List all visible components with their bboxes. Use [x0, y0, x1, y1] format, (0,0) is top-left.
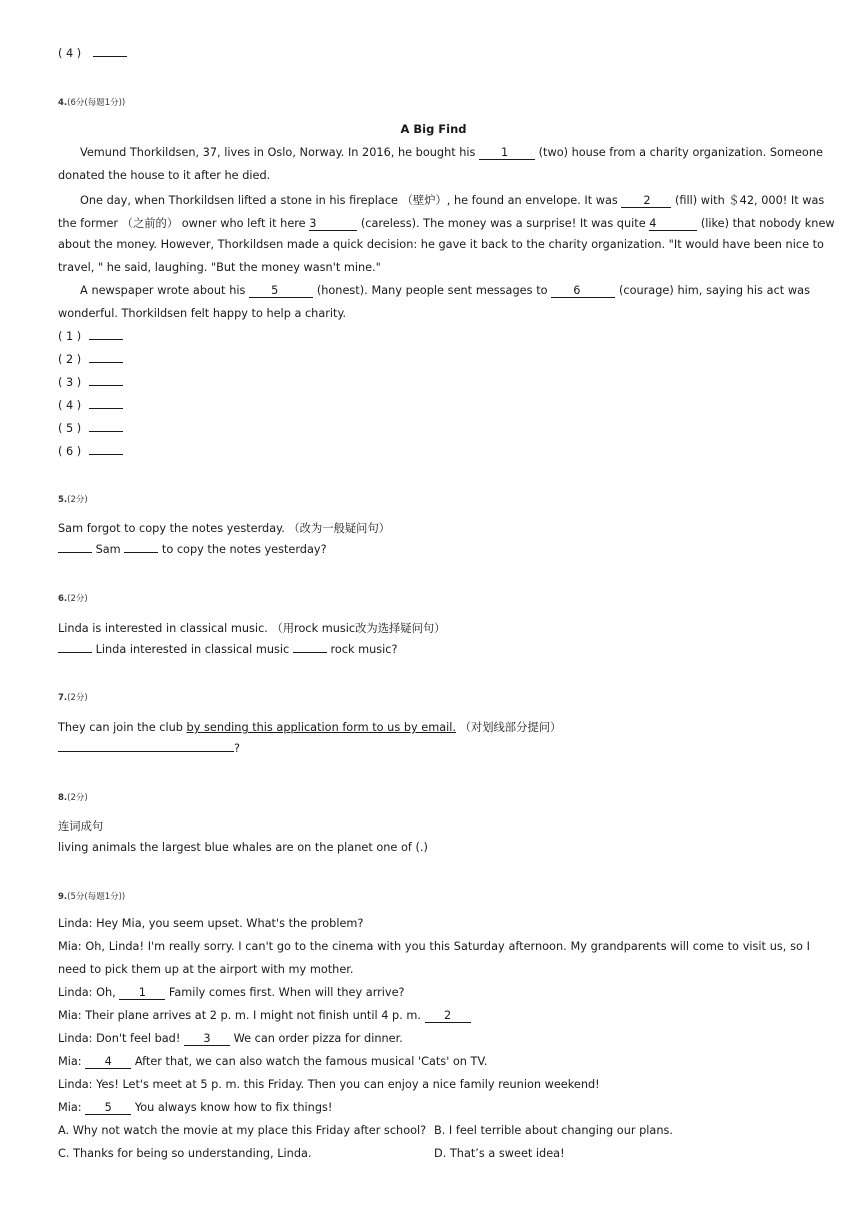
answer-line-2: ( 2 ) — [58, 353, 123, 366]
answer-blank[interactable] — [89, 362, 123, 363]
option-a: A. Why not watch the movie at my place this Friday after school? — [58, 1124, 427, 1137]
dialog-line-9: Mia: 5 You always know how to fix things! — [58, 1101, 333, 1114]
answer-blank[interactable] — [124, 552, 158, 553]
blank-3[interactable]: 3 — [309, 218, 357, 231]
answer-line-6: ( 6 ) — [58, 445, 123, 458]
dialog-line-4: Linda: Oh, 1 Family comes first. When will they arrive? — [58, 986, 405, 999]
option-b: B. I feel terrible about changing our plans. — [434, 1124, 673, 1137]
answer-line-5: ( 5 ) — [58, 422, 123, 435]
passage-line-1: Vemund Thorkildsen, 37, lives in Oslo, Norway. In 2016, he bought his 1 (two) house from a charity organization. Someone — [80, 146, 823, 159]
answer-blank[interactable] — [58, 552, 92, 553]
dialog-blank-1[interactable]: 1 — [119, 987, 165, 1000]
dialog-line-1: Linda: Hey Mia, you seem upset. What's the problem? — [58, 917, 364, 930]
dialog-line-5: Mia: Their plane arrives at 2 p. m. I might not finish until 4 p. m. 2 — [58, 1009, 471, 1023]
question-7-header: 7.(2分) — [58, 693, 88, 703]
passage-line-4: the former （之前的） owner who left it here 3 (careless). The money was a surprise! It was quite 4 (like) that nobody knew — [58, 217, 835, 230]
dialog-line-7: Mia: 4 After that, we can also watch the famous musical 'Cats' on TV. — [58, 1055, 488, 1068]
dialog-line-3: need to pick them up at the airport with my mother. — [58, 963, 354, 976]
blank-4[interactable]: 4 — [649, 218, 697, 231]
answer-blank[interactable] — [89, 408, 123, 409]
answer-blank[interactable] — [58, 751, 234, 752]
answer-blank[interactable] — [58, 652, 92, 653]
question-7-sentence: They can join the club by sending this application form to us by email. （对划线部分提问） — [58, 721, 562, 734]
question-6-sentence: Linda is interested in classical music. （用rock music改为选择疑问句） — [58, 622, 446, 635]
question-8-instruction: 连词成句 — [58, 820, 104, 833]
answer-line-1: ( 1 ) — [58, 330, 123, 343]
blank-5[interactable]: 5 — [249, 285, 313, 298]
question-9-header: 9.(5分(每题1分)) — [58, 892, 126, 902]
question-8-words: living animals the largest blue whales are on the planet one of (.) — [58, 841, 428, 854]
answer-blank[interactable] — [89, 431, 123, 432]
dialog-blank-4[interactable]: 4 — [85, 1056, 131, 1069]
passage-line-2: donated the house to it after he died. — [58, 169, 271, 182]
question-5-answer: Sam to copy the notes yesterday? — [58, 543, 327, 556]
question-6-answer: Linda interested in classical music rock music? — [58, 643, 398, 656]
passage-line-3: One day, when Thorkildsen lifted a stone in his fireplace （壁炉）, he found an envelope. It was 2 (fill) with ＄42, 000! It was — [80, 194, 825, 207]
passage-line-7: A newspaper wrote about his 5 (honest). Many people sent messages to 6 (courage) him, saying his act was — [80, 284, 810, 297]
blank-6[interactable]: 6 — [551, 285, 615, 298]
dialog-line-8: Linda: Yes! Let's meet at 5 p. m. this Friday. Then you can enjoy a nice family reunion weekend! — [58, 1078, 600, 1091]
passage-line-5: about the money. However, Thorkildsen made a quick decision: he gave it back to the charity organization. "It would have been nice to — [58, 238, 824, 251]
dialog-blank-3[interactable]: 3 — [184, 1033, 230, 1046]
dialog-blank-5[interactable]: 5 — [85, 1102, 131, 1115]
option-d: D. That’s a sweet idea! — [434, 1147, 565, 1160]
blank-1[interactable]: 1 — [479, 147, 535, 160]
question-8-header: 8.(2分) — [58, 793, 88, 803]
question-6-header: 6.(2分) — [58, 594, 88, 604]
question-5-sentence: Sam forgot to copy the notes yesterday. （改为一般疑问句） — [58, 522, 391, 535]
passage-line-8: wonderful. Thorkildsen felt happy to help a charity. — [58, 307, 347, 320]
question-5-header: 5.(2分) — [58, 495, 88, 505]
answer-blank[interactable] — [89, 454, 123, 455]
question-7-answer: ? — [58, 742, 240, 755]
answer-blank[interactable] — [89, 385, 123, 386]
passage-line-6: travel, " he said, laughing. "But the money wasn't mine." — [58, 261, 381, 274]
passage-title: A Big Find — [400, 122, 467, 136]
underlined-part: by sending this application form to us by email. — [186, 721, 457, 734]
dialog-blank-2[interactable]: 2 — [425, 1010, 471, 1023]
answer-blank[interactable] — [89, 339, 123, 340]
dialog-line-2: Mia: Oh, Linda! I'm really sorry. I can't go to the cinema with you this Saturday afternoon. My grandparents will come to visit us, so I — [58, 940, 810, 953]
answer-blank[interactable] — [293, 652, 327, 653]
blank-2[interactable]: 2 — [621, 195, 671, 208]
answer-blank[interactable] — [93, 56, 127, 57]
answer-line-4: ( 4 ) — [58, 399, 123, 412]
question-4-header: 4.(6分(每题1分)) — [58, 98, 126, 108]
option-c: C. Thanks for being so understanding, Linda. — [58, 1147, 312, 1160]
answer-line-prev-4: ( 4 ) — [58, 47, 127, 60]
dialog-line-6: Linda: Don't feel bad! 3 We can order pizza for dinner. — [58, 1032, 403, 1045]
answer-line-3: ( 3 ) — [58, 376, 123, 389]
